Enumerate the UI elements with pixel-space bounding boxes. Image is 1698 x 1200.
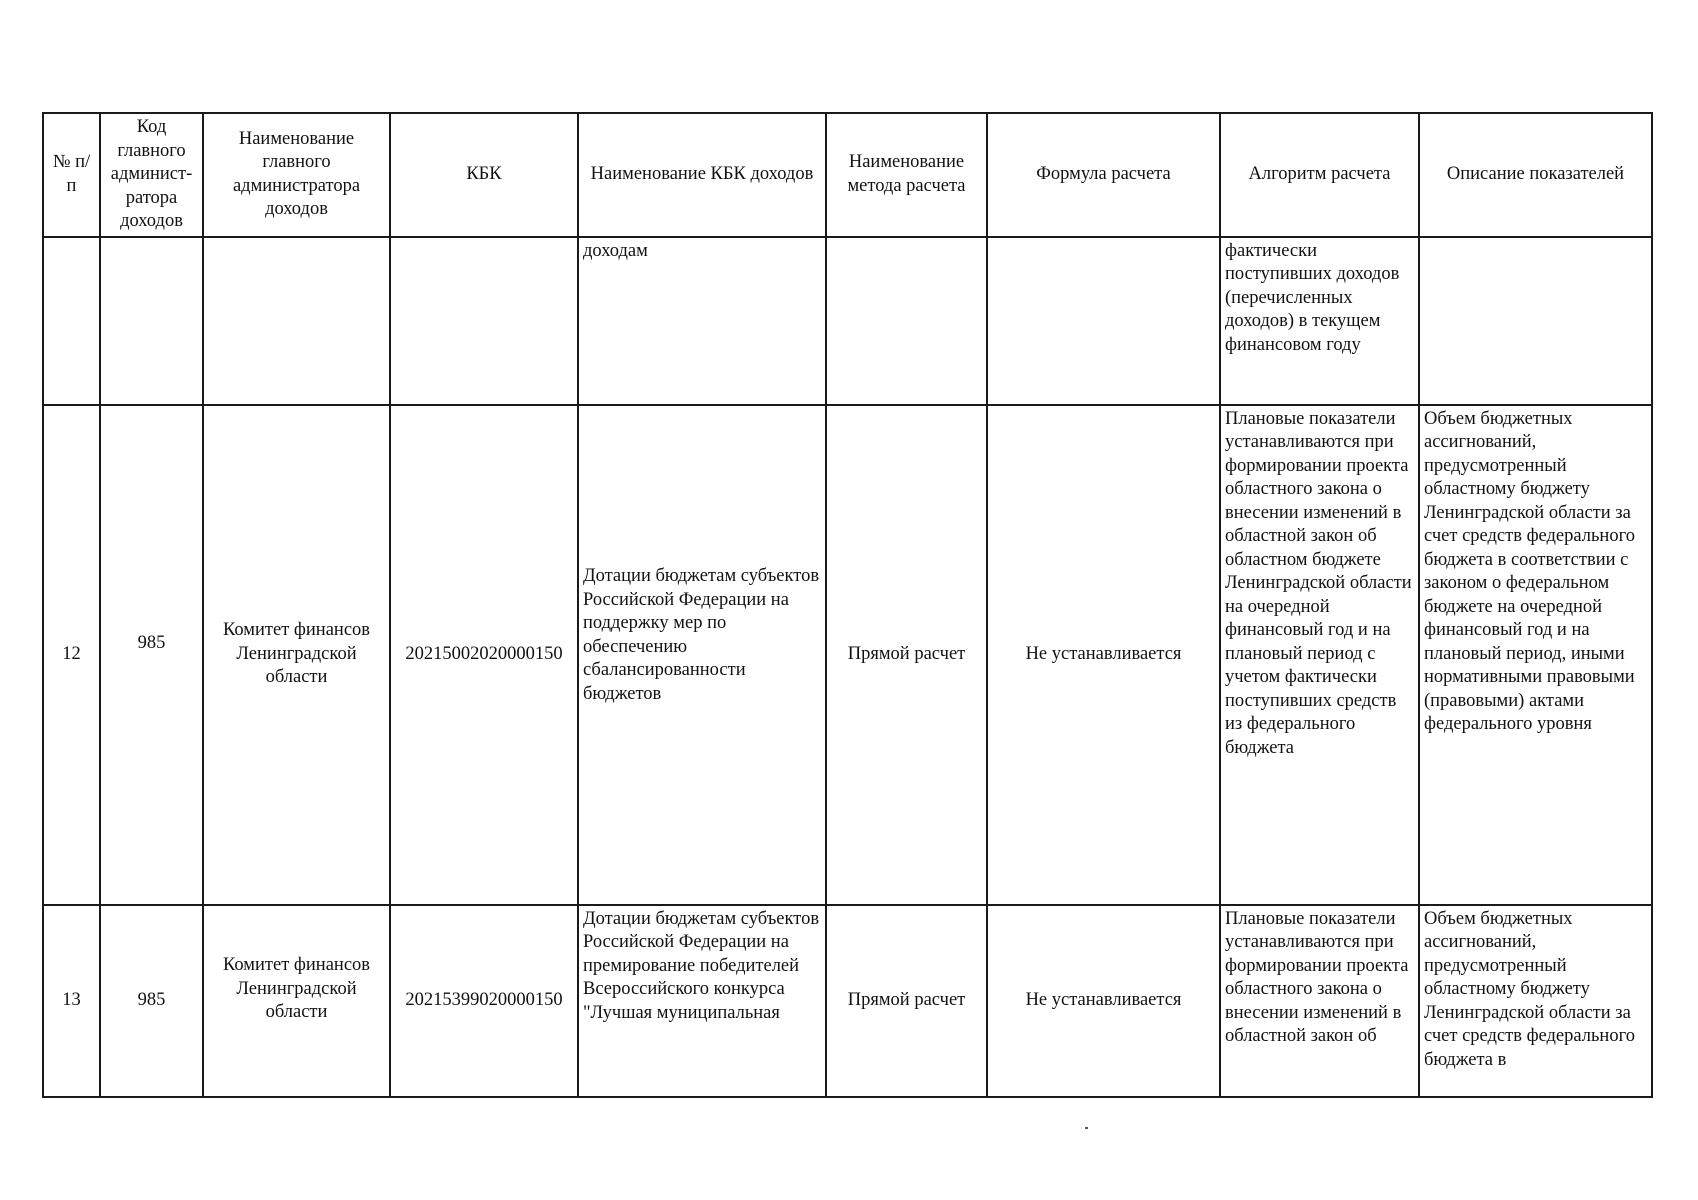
header-admin-name: Наименование главного администратора доходов [203,113,390,237]
cell-kbk: 20215399020000150 [390,905,578,1097]
cell-method: Прямой расчет [826,405,987,905]
cell-admin-code: 985 [100,405,203,905]
header-kbk: КБК [390,113,578,237]
header-formula: Формула расчета [987,113,1220,237]
header-row [43,113,1652,237]
cell-num: 13 [43,905,100,1097]
cell-algorithm: фактически поступивших доходов (перечисленных доходов) в текущем финансовом году [1220,237,1419,405]
cell-algorithm: Плановые показатели устанавливаются при формировании проекта областного закона о внесении изменений в областной закон об областном бюджете Ленинградской области на очередной финансовый год и на плановый период с учетом фактически поступивших средств из федерального бюджета [1220,405,1419,905]
table-row [43,237,1652,405]
header-kbk-name: Наименование КБК доходов [578,113,826,237]
cell-kbk-name: Дотации бюджетам субъектов Российской Федерации на премирование победителей Всероссийского конкурса "Лучшая муниципальная [578,905,826,1097]
cell-kbk [390,237,578,405]
header-description: Описание показателей [1419,113,1652,237]
cell-admin-code [100,237,203,405]
cell-admin-name [203,237,390,405]
cell-algorithm: Плановые показатели устанавливаются при формировании проекта областного закона о внесении изменений в областной закон об [1220,905,1419,1097]
cell-admin-name: Комитет финансов Ленинградской области [203,905,390,1097]
header-method: Наименование метода расчета [826,113,987,237]
cell-kbk-name: доходам [578,237,826,405]
cell-description: Объем бюджетных ассигнований, предусмотренный областному бюджету Ленинградской области за счет средств федерального бюджета в соответствии с законом о федеральном бюджете на очередной финансовый год и на плановый период, иными нормативными правовыми (правовыми) актами федерального уровня [1419,405,1652,905]
cell-description [1419,237,1652,405]
cell-admin-name: Комитет финансов Ленинградской области [203,405,390,905]
header-num: № п/п [43,113,100,237]
header-algorithm: Алгоритм расчета [1220,113,1419,237]
cell-method [826,237,987,405]
cell-num [43,237,100,405]
cell-method: Прямой расчет [826,905,987,1097]
revenue-methodology-table [42,112,1653,1098]
cell-formula: Не устанавливается [987,905,1220,1097]
table-row [43,905,1652,1097]
table-row [43,405,1652,905]
cell-description: Объем бюджетных ассигнований, предусмотренный областному бюджету Ленинградской области за счет средств федерального бюджета в [1419,905,1652,1097]
cell-formula [987,237,1220,405]
cell-kbk-name: Дотации бюджетам субъектов Российской Федерации на поддержку мер по обеспечению сбалансированности бюджетов [578,405,826,905]
scan-speck [1085,1127,1088,1129]
cell-formula: Не устанавливается [987,405,1220,905]
cell-num: 12 [43,405,100,905]
cell-kbk: 20215002020000150 [390,405,578,905]
header-admin-code: Код главного админист-ратора доходов [100,113,203,237]
cell-admin-code: 985 [100,905,203,1097]
